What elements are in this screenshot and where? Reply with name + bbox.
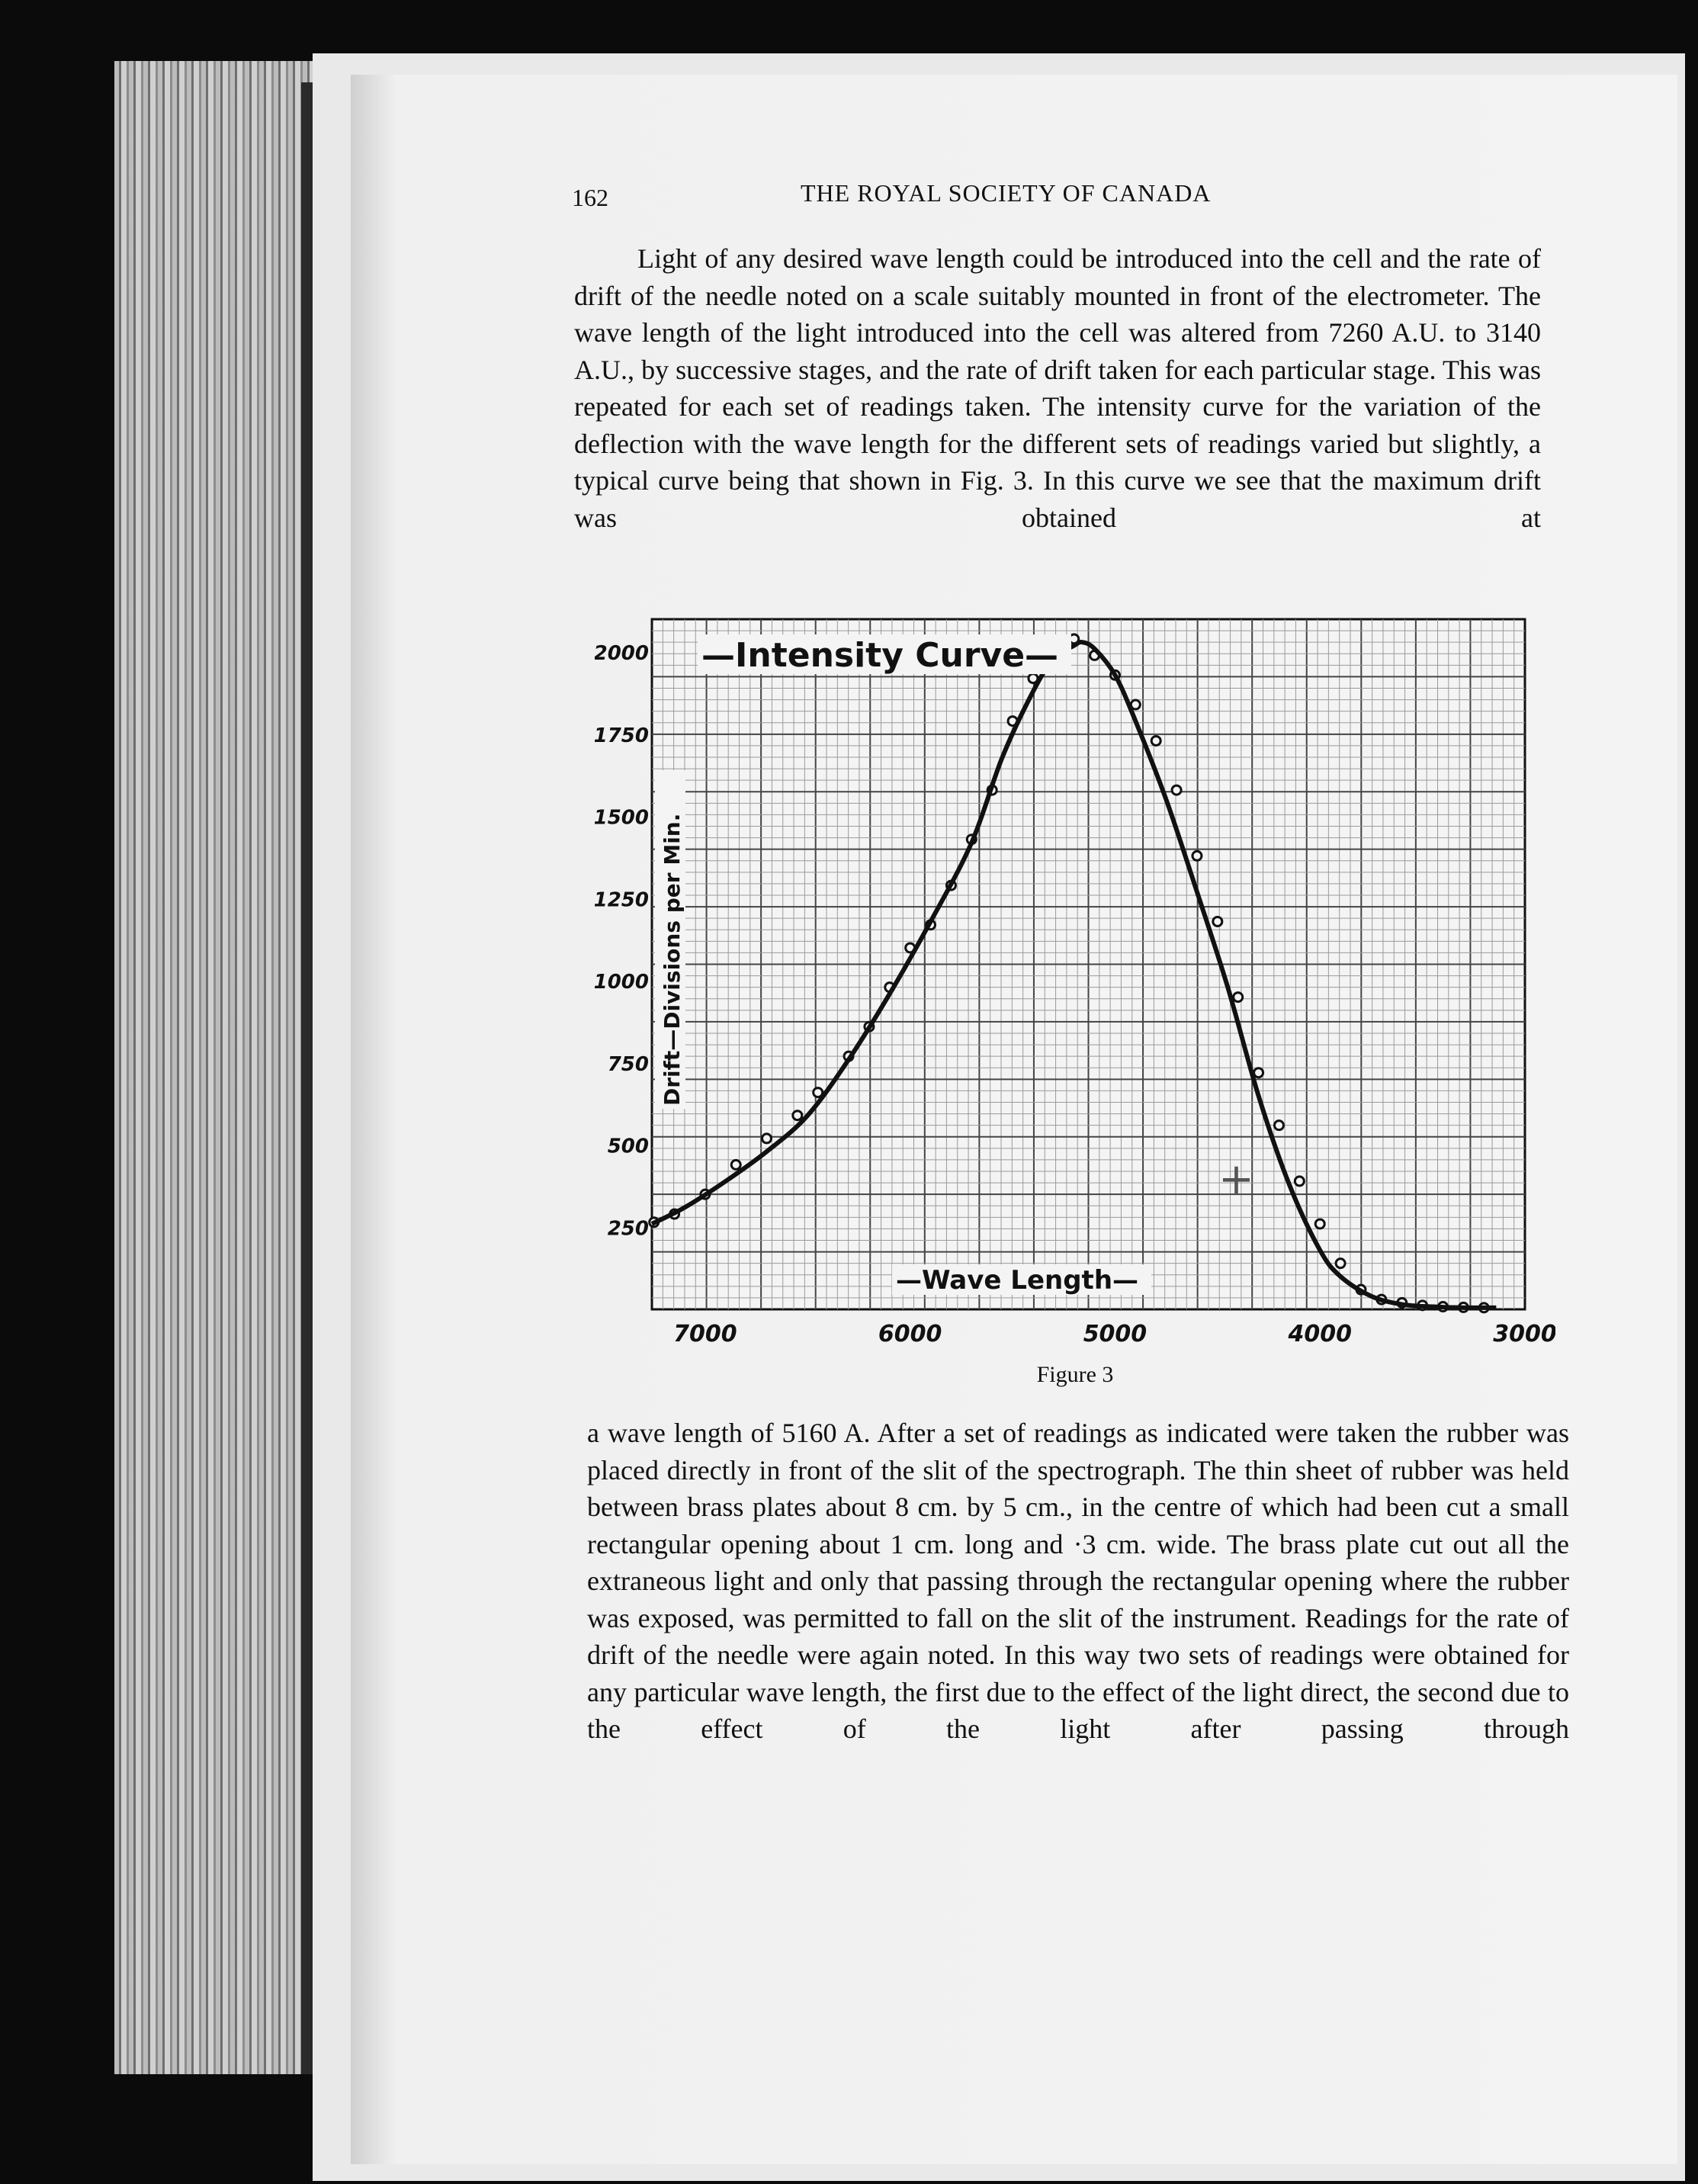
data-point (1192, 851, 1202, 860)
y-tick-label: 750 (607, 1052, 649, 1076)
y-axis-label: Drift—Divisions per Min. (660, 813, 685, 1106)
data-point (1254, 1068, 1263, 1078)
x-tick-label: 5000 (1083, 1321, 1148, 1342)
chart-title: —Intensity Curve— (701, 636, 1059, 675)
paragraph-first: Light of any desired wave length could be introduced into the cell and the rate of drift of the needle noted on a scale suitably mounted in front of the electrometer. The wave length of the light introduced into the cell was altered from 7260 A.U. to 3140 A.U., by successive stages, and the rate of drift taken for each particular stage. This was repeated for each set of readings taken. The intensity curve for the variation of the deflection with the wave length for the different sets of readings varied but slightly, a typical curve being that shown in Fig. 3. In this curve we see that the maximum drift was obtained at (574, 243, 1541, 533)
y-axis-label-group (655, 770, 685, 1109)
data-point (1274, 1121, 1283, 1130)
y-tick-label: 2000 (595, 642, 649, 666)
data-point (762, 1134, 772, 1143)
data-point (1295, 1177, 1304, 1186)
x-axis-label: —Wave Length— (896, 1265, 1139, 1296)
data-point (1315, 1219, 1324, 1228)
data-point (731, 1160, 740, 1169)
y-tick-label: 1500 (595, 806, 649, 830)
running-head: THE ROYAL SOCIETY OF CANADA (801, 179, 1212, 207)
chart-annotation-plus: + (1218, 1155, 1254, 1204)
figure-caption: Figure 3 (1036, 1362, 1114, 1387)
y-tick-label: 500 (607, 1135, 649, 1158)
x-tick-label: 6000 (878, 1321, 942, 1342)
data-point (1151, 736, 1160, 745)
figure-3 (595, 610, 1555, 1342)
data-point (1234, 993, 1243, 1002)
y-tick-label: 1000 (595, 971, 649, 994)
y-tick-label: 1250 (595, 888, 649, 912)
chart-title-group (698, 634, 1071, 675)
page-header (572, 179, 1548, 217)
x-tick-label: 4000 (1288, 1321, 1352, 1342)
y-tick-label: 1750 (595, 724, 649, 747)
intensity-curve-chart (595, 610, 1555, 1342)
data-point (793, 1111, 802, 1120)
paragraph-second: a wave length of 5160 A. After a set of readings as indicated were taken the rubber was placed directly in front of the slit of the spectrograph. The thin sheet of rubber was held between brass plates about 8 cm. by 5 cm., in the centre of which had been cut a small rectangular opening about 1 cm. long and ·3 cm. wide. The brass plate cut out all the extraneous light and only that passing through the rectangular opening where the rubber was exposed, was permitted to fall on the slit of the instrument. Readings for the rate of drift of the needle were again noted. In this way two sets of readings were obtained for any particular wave length, the first due to the effect of the light direct, the second due to the effect of the light after passing through (587, 1418, 1569, 1744)
x-tick-label: 7000 (673, 1321, 737, 1342)
y-tick-label: 250 (607, 1217, 649, 1241)
data-point (1213, 917, 1222, 926)
chart-grid (652, 619, 1525, 1309)
x-axis-label-group (892, 1264, 1151, 1296)
page-number: 162 (572, 184, 608, 211)
data-point (1336, 1259, 1345, 1268)
data-point (1172, 785, 1181, 795)
x-tick-label: 3000 (1493, 1321, 1555, 1342)
